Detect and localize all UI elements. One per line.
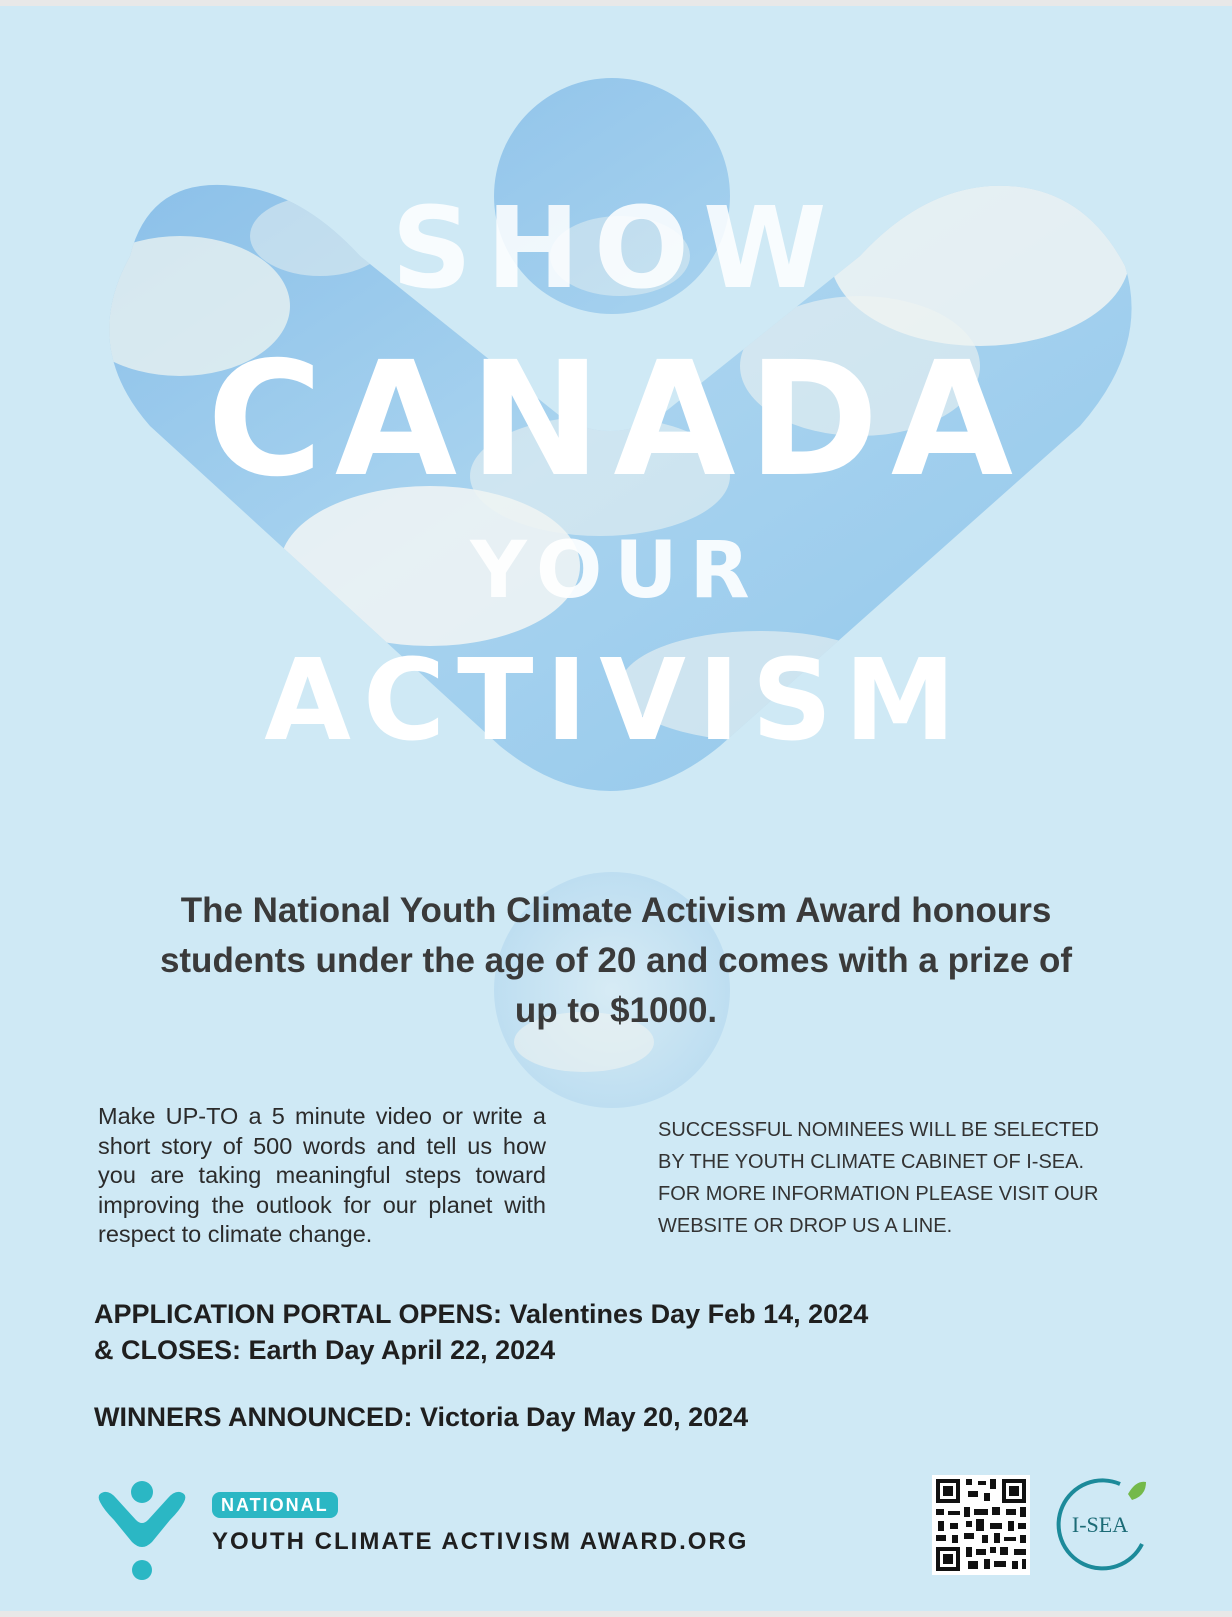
winners-announced-date: WINNERS ANNOUNCED: Victoria Day May 20, 2024	[94, 1402, 749, 1432]
person-v-logo-icon	[92, 1480, 192, 1580]
portal-opens-date: APPLICATION PORTAL OPENS: Valentines Day Feb 14, 2024	[94, 1299, 869, 1329]
instructions-text: Make UP-TO a 5 minute video or write a short story of 500 words and tell us how you are taking meaningful steps toward improving the outlook for our planet with respect to climate change.	[98, 1103, 546, 1247]
national-badge: NATIONAL	[212, 1492, 338, 1518]
website-url[interactable]: YOUTH CLIMATE ACTIVISM AWARD.ORG	[212, 1528, 749, 1555]
isea-logo-text: I-SEA	[1071, 1512, 1129, 1537]
qr-code-icon[interactable]	[932, 1475, 1030, 1575]
selection-info-text: SUCCESSFUL NOMINEES WILL BE SELECTED BY THE YOUTH CLIMATE CABINET OF I-SEA. FOR MORE INFORMATION PLEASE VISIT OUR WEBSITE OR DROP US A LINE.	[658, 1119, 1099, 1237]
headline-your: YOUR	[470, 526, 762, 616]
portal-closes-date: & CLOSES: Earth Day April 22, 2024	[94, 1335, 556, 1365]
headline-activism: ACTIVISM	[264, 636, 968, 766]
intro-text: The National Youth Climate Activism Award honours students under the age of 20 and comes with a prize of up to $1000.	[159, 891, 1073, 1030]
headline-show: SHOW	[391, 184, 841, 314]
poster	[0, 6, 1232, 1611]
headline-canada: CANADA	[206, 328, 1026, 512]
